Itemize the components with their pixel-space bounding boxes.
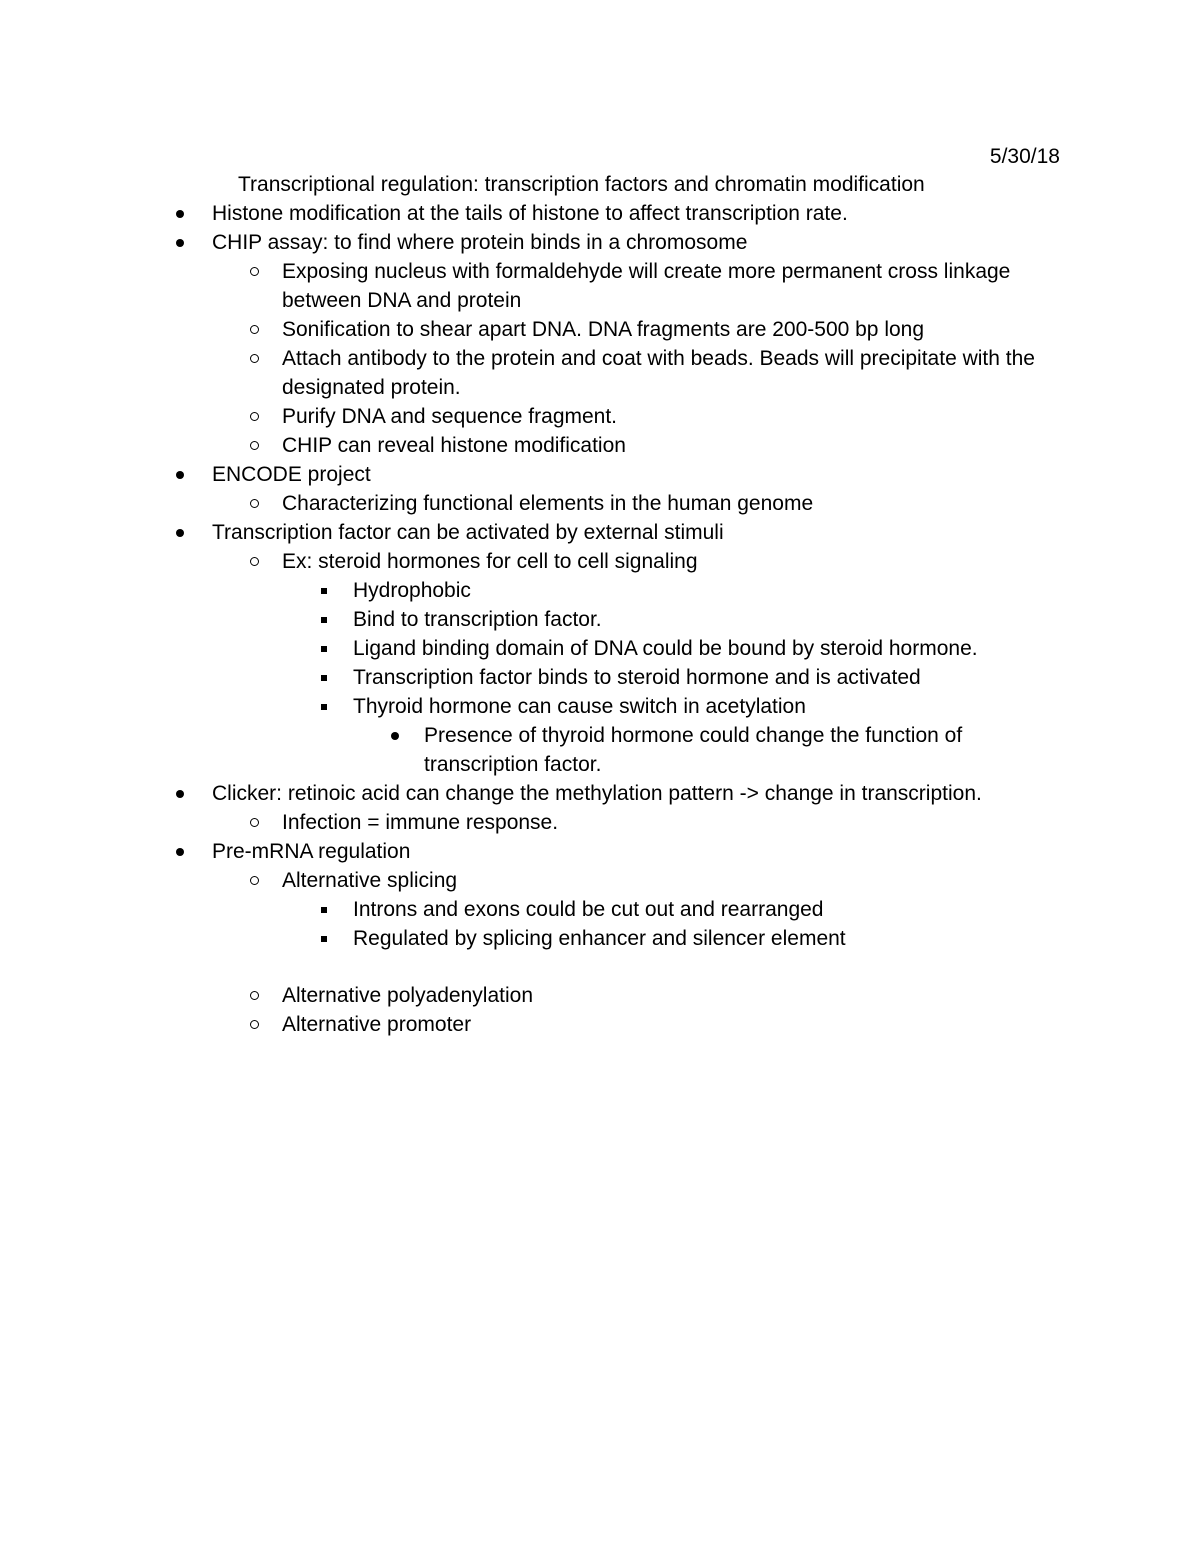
bullet-circle-icon: [244, 1010, 264, 1039]
list-item-level-2: [0, 808, 1200, 837]
bullet-square-icon: [314, 924, 334, 953]
list-item-level-4: [0, 721, 1200, 779]
note-date: 5/30/18: [989, 145, 1060, 168]
blank-line: [0, 953, 1200, 981]
bullet-circle-icon: [244, 431, 264, 460]
list-item-level-3: [0, 924, 1200, 953]
list-item-level-2: [0, 866, 1200, 895]
list-item-text: Bind to transcription factor.: [353, 608, 602, 631]
list-item-text: Transcription factor binds to steroid hormone and is activated: [353, 666, 921, 689]
list-item-text: Presence of thyroid hormone could change the function of transcription factor.: [424, 724, 963, 776]
list-item-text: Regulated by splicing enhancer and silencer element: [353, 927, 846, 950]
bullet-square-icon: [314, 634, 334, 663]
list-item-text: Attach antibody to the protein and coat with beads. Beads will precipitate with the designated protein.: [282, 347, 1035, 399]
list-item-text: Ligand binding domain of DNA could be bound by steroid hormone.: [353, 637, 978, 660]
bullet-square-icon: [314, 692, 334, 721]
list-item-text: Transcription factor can be activated by external stimuli: [212, 521, 724, 544]
bullet-disc-icon: [170, 228, 190, 257]
list-item-text: Introns and exons could be cut out and rearranged: [353, 898, 824, 921]
list-item-text: Histone modification at the tails of histone to affect transcription rate.: [212, 202, 848, 225]
list-item-text: Sonification to shear apart DNA. DNA fragments are 200-500 bp long: [282, 318, 925, 341]
list-item-level-1: [0, 837, 1200, 866]
list-item-level-3: [0, 634, 1200, 663]
list-item-level-3: [0, 605, 1200, 634]
bullet-circle-icon: [244, 257, 264, 286]
bullet-square-icon: [314, 605, 334, 634]
bullet-square-icon: [314, 576, 334, 605]
bullet-circle-icon: [244, 866, 264, 895]
list-item-level-1: [0, 228, 1200, 257]
list-item-level-1: [0, 460, 1200, 489]
list-item-level-2: [0, 547, 1200, 576]
list-item-level-2: [0, 1010, 1200, 1039]
bullet-circle-icon: [244, 808, 264, 837]
bullet-circle-icon: [244, 489, 264, 518]
list-item-text: Clicker: retinoic acid can change the methylation pattern -> change in transcription.: [212, 782, 982, 805]
list-item-text: Alternative polyadenylation: [282, 984, 533, 1007]
bullet-circle-icon: [244, 981, 264, 1010]
list-item-level-2: [0, 315, 1200, 344]
list-item-text: Exposing nucleus with formaldehyde will create more permanent cross linkage between DNA and protein: [282, 260, 1011, 312]
bullet-circle-icon: [244, 315, 264, 344]
list-item-text: CHIP assay: to find where protein binds in a chromosome: [212, 231, 748, 254]
list-item-text: Characterizing functional elements in the human genome: [282, 492, 814, 515]
list-item-level-1: [0, 779, 1200, 808]
list-item-text: Infection = immune response.: [282, 811, 559, 834]
bullet-circle-icon: [244, 547, 264, 576]
list-item-text: Pre-mRNA regulation: [212, 840, 411, 863]
list-item-level-2: [0, 402, 1200, 431]
list-item-level-3: [0, 895, 1200, 924]
bullet-square-icon: [314, 895, 334, 924]
list-item-level-3: [0, 692, 1200, 721]
list-item-text: Thyroid hormone can cause switch in acetylation: [353, 695, 806, 718]
list-item-text: Ex: steroid hormones for cell to cell signaling: [282, 550, 698, 573]
list-item-text: Alternative splicing: [282, 869, 458, 892]
list-item-text: CHIP can reveal histone modification: [282, 434, 626, 457]
bullet-disc-icon: [170, 460, 190, 489]
list-item-level-2: [0, 981, 1200, 1010]
list-item-level-2: [0, 344, 1200, 402]
bullet-disc-icon: [170, 518, 190, 547]
bullet-disc-icon: [170, 199, 190, 228]
list-item-level-2: [0, 257, 1200, 315]
bullet-square-icon: [314, 663, 334, 692]
list-item-level-3: [0, 576, 1200, 605]
bullet-disc-icon: [385, 721, 405, 750]
bullet-disc-icon: [170, 837, 190, 866]
bullet-circle-icon: [244, 344, 264, 373]
list-item-text: Hydrophobic: [353, 579, 471, 602]
list-item-level-3: [0, 663, 1200, 692]
list-item-level-1: [0, 518, 1200, 547]
bullet-disc-icon: [170, 779, 190, 808]
list-item-text: ENCODE project: [212, 463, 371, 486]
list-item-level-2: [0, 489, 1200, 518]
note-title: Transcriptional regulation: transcription factors and chromatin modification: [238, 173, 925, 196]
bullet-circle-icon: [244, 402, 264, 431]
list-item-text: Purify DNA and sequence fragment.: [282, 405, 618, 428]
list-item-level-2: [0, 431, 1200, 460]
bullet-list: [0, 199, 1200, 1039]
list-item-text: Alternative promoter: [282, 1013, 472, 1036]
list-item-level-1: [0, 199, 1200, 228]
